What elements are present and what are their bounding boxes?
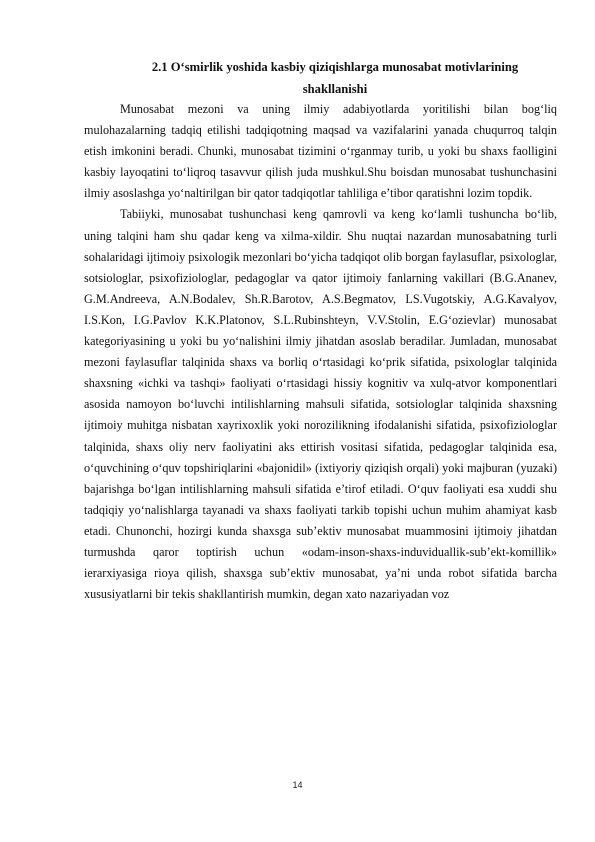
section-heading-line-1: 2.1 O‘smirlik yoshida kasbiy qiziqishlarga munosabat motivlarining	[151, 60, 519, 74]
body-text	[84, 99, 557, 605]
paragraph-2: Tabiiyki, munosabat tushunchasi keng qamrovli va keng ko‘lamli tushuncha bo‘lib, uning talqini ham shu qadar keng va xilma-xildir. Shu nuqtai nazardan munosabatning turli sohalaridagi ijtimoiy psixologik mezonlari bo‘yicha tadqiqot olib borgan faylasuflar, psixologlar, sotsiologlar, psixofiziologlar, pedagoglar va qator ijtimoiy fanlarning vakillari (B.G.Ananev, G.M.Andreeva, A.N.Bodalev, Sh.R.Barotov, A.S.Begmatov, LS.Vugotskiy, A.G.Kavalyov, I.S.Kon, I.G.Pavlov K.K.Platonov, S.L.Rubinshteyn, V.V.Stolin, E.G‘ozievlar) munosabat kategoriyasining u yoki bu yo‘nalishini ilmiy jihatdan asoslab beradilar. Jumladan, munosabat mezoni faylasuflar talqinida shaxs va borliq o‘rtasidagi ko‘prik sifatida, psixologlar talqinida shaxsning «ichki va tashqi» faoliyati o‘rtasidagi hissiy kognitiv va xulq-atvor komponentlari asosida namoyon bo‘luvchi intilishlarning mahsuli sifatida, sotsiologlar talqinida shaxsning ijtimoiy muhitga nisbatan xayrixoxlik yoki norozilikning ifodalanishi sifatida, psixofiziologlar talqinida, shaxs oliy nerv faoliyatini aks ettirish vositasi sifatida, pedagoglar talqinida esa, o‘quvchining o‘quv topshiriqlarini «bajonidil» (ixtiyoriy qiziqish orqali) yoki majburan (yuzaki) bajarishga bo‘lgan intilishlarning mahsuli sifatida e’tirof etiladi. O‘quv faoliyati esa xuddi shu tadqiqiy yo‘nalishlarga tayanadi va shaxs faoliyati tarkib topishi uchun muhim ahamiyat kasb etadi. Chunonchi, hozirgi kunda shaxsga sub’ektiv munosabat muammosini ijtimoiy jihatdan turmushda qaror toptirish uchun «odam-inson-shaxs-induviduallik-sub’ekt-komillik» ierarxiyasiga rioya qilish, shaxsga sub’ektiv munosabat, ya’ni unda robot sifatida barcha xususiyatlarni bir tekis shakllantirish mumkin, degan xato nazariyadan voz	[84, 207, 557, 602]
section-heading	[112, 56, 558, 100]
page-number: 14	[292, 780, 303, 790]
paragraph-1: Munosabat mezoni va uning ilmiy adabiyotlarda yoritilishi bilan bog‘liq mulohazalarning tadqiq etilishi tadqiqotning maqsad va vazifalarini yanada chuqurroq talqin etish imkonini beradi. Chunki, munosabat tizimini o‘rganmay turib, u yoki bu shaxs faolligini kasbiy layoqatini to‘liqroq tasavvur qilish juda mushkul.Shu boisdan munosabat tushunchasini ilmiy asoslashga yo‘naltirilgan bir qator tadqiqotlar tahliliga e’tibor qaratishni lozim topdik.	[84, 102, 557, 201]
section-heading-line-2: shakllanishi	[302, 82, 368, 96]
